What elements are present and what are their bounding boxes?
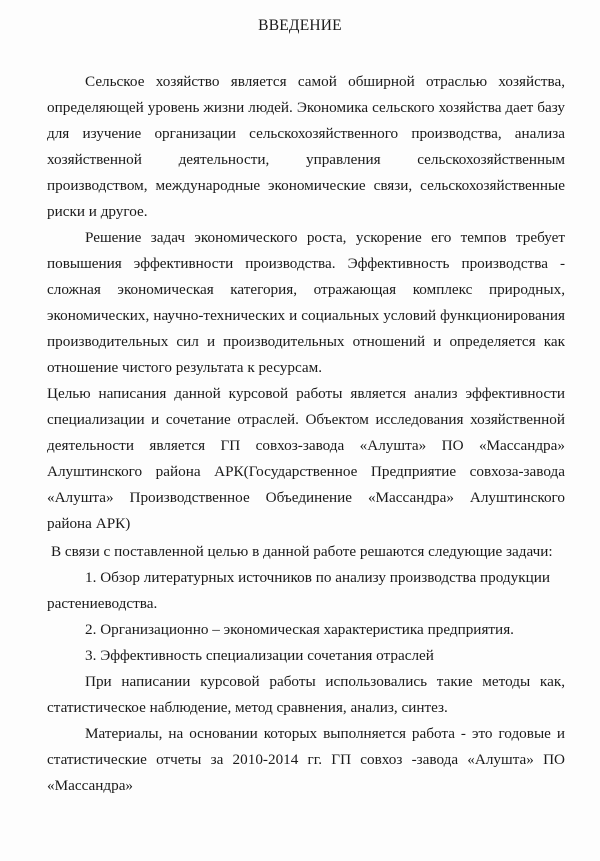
paragraph-methods: При написании курсовой работы использовались такие методы как, статистическое наблюдение, метод сравнения, анализ, синтез.	[47, 673, 565, 716]
task-item-3: 3. Эффективность специализации сочетания отраслей	[85, 647, 434, 664]
document-body	[47, 69, 565, 799]
page-title: ВВЕДЕНИЕ	[258, 17, 342, 34]
paragraph-tasks-intro: В связи с поставленной целью в данной работе решаются следующие задачи:	[51, 543, 553, 560]
task-item-2: 2. Организационно – экономическая характеристика предприятия.	[85, 621, 514, 638]
paragraph-goal: Целью написания данной курсовой работы является анализ эффективности специализации и сочетание отраслей. Объектом исследования хозяйственной деятельности является ГП совхоз-завода «Алушта» ПО «Массандра» Алуштинского района АРК(Государственное Предприятие совхоза-завода «Алушта» Производственное Объединение «Массандра» Алуштинского района АРК)	[47, 385, 565, 532]
paragraph-agriculture: Сельское хозяйство является самой обширной отраслью хозяйства, определяющей уровень жизни людей. Экономика сельского хозяйства дает базу для изучение организации сельскохозяйственного производства, анализа хозяйственной деятельности, управления сельскохозяйственным производством, международные экономические связи, сельскохозяйственные риски и другое.	[47, 73, 565, 220]
task-item-1: 1. Обзор литературных источников по анализу производства продукции растениеводства.	[47, 569, 550, 612]
paragraph-materials: Материалы, на основании которых выполняется работа - это годовые и статистические отчеты за 2010-2014 гг. ГП совхоз -завода «Алушта» ПО «Массандра»	[47, 725, 565, 794]
paragraph-efficiency: Решение задач экономического роста, ускорение его темпов требует повышения эффективности производства. Эффективность производства - сложная экономическая категория, отражающая комплекс природных, экономических, научно-технических и социальных условий функционирования производительных сил и производительных отношений и определяется как отношение чистого результата к ресурсам.	[47, 229, 565, 376]
